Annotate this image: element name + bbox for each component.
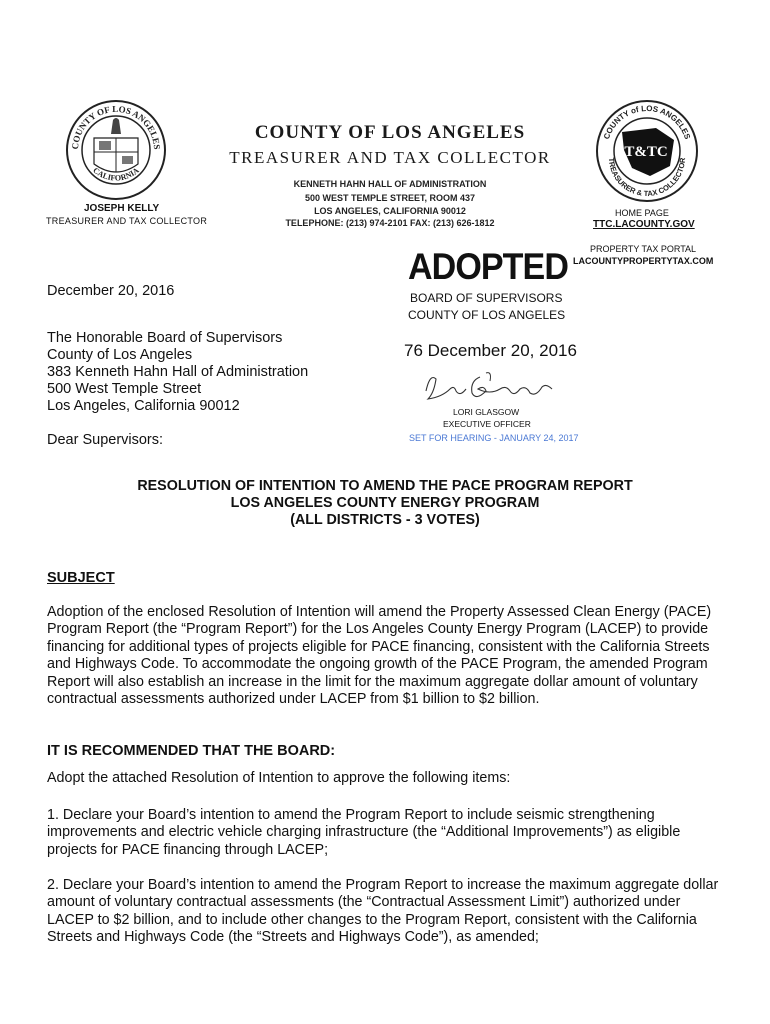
hearing-notice: SET FOR HEARING - JANUARY 24, 2017 [409,433,579,443]
addressee-line: 500 West Temple Street [47,381,202,397]
addressee-line: 383 Kenneth Hahn Hall of Administration [47,364,309,380]
signature [420,367,560,412]
letterhead-address-line: 500 WEST TEMPLE STREET, ROOM 437 [304,193,476,203]
official-name: JOSEPH KELLY [84,203,160,214]
portal-label: PROPERTY TAX PORTAL [590,244,697,254]
addressee-line: The Honorable Board of Supervisors [47,330,283,346]
heading-line: LOS ANGELES COUNTY ENERGY PROGRAM [230,495,540,511]
official-title: TREASURER AND TAX COLLECTOR [46,216,208,226]
recommendation-intro: Adopt the attached Resolution of Intention to approve the following items: [47,770,511,786]
letterhead-office: TREASURER AND TAX COLLECTOR [229,148,551,167]
subject-heading: SUBJECT [47,570,115,586]
stamp-board-line: COUNTY OF LOS ANGELES [408,308,566,322]
portal-link[interactable]: LACOUNTYPROPERTYTAX.COM [573,256,714,266]
heading-line: (ALL DISTRICTS - 3 VOTES) [290,512,480,528]
letterhead-county: COUNTY OF LOS ANGELES [254,122,526,143]
ttc-seal-bottom: TREASURER & TAX COLLECTOR [606,157,688,199]
recommendation-heading: IT IS RECOMMENDED THAT THE BOARD: [47,743,336,759]
signer-title: EXECUTIVE OFFICER [443,419,531,429]
addressee-line: Los Angeles, California 90012 [47,398,240,414]
home-page-link[interactable]: TTC.LACOUNTY.GOV [593,219,695,230]
county-seal-bottom: CALIFORNIA [91,165,141,183]
addressee-line: County of Los Angeles [47,347,193,363]
recommendation-item: 2. Declare your Board’s intention to amend the Program Report to increase the maximum aggregate dollar amount of voluntary contractual assessments (the “Contractual Assessment Limit”) authorized under LACEP to $2 billion, and to include other changes to the Program Report, consistent with the California Streets and Highways Code (the “Streets and Highways Code”), as amended; [47,877,719,946]
county-seal [64,98,168,202]
ttc-seal [594,98,700,204]
adopted-stamp: ADOPTED [408,246,568,287]
ttc-seal-text: COUNTY of LOS ANGELES [601,103,693,141]
recommendation-item: 1. Declare your Board’s intention to amend the Program Report to include seismic strengthening improvements and electric vehicle charging infrastructure (the “Additional Improvements”) as eligible projects for PACE financing through LACEP; [47,807,681,858]
ttc-monogram: T&TC [624,144,668,160]
letter-date: December 20, 2016 [47,283,175,299]
signer-name: LORI GLASGOW [453,407,520,417]
salutation: Dear Supervisors: [47,432,164,448]
letterhead-phone: TELEPHONE: (213) 974-2101 FAX: (213) 626-1812 [285,218,495,228]
stamp-board-line: BOARD OF SUPERVISORS [410,291,563,305]
addressee-block [47,330,308,415]
stamp-agenda-date: 76 December 20, 2016 [404,341,577,360]
subject-paragraph: Adoption of the enclosed Resolution of Intention will amend the Property Assessed Clean Energy (PACE) Program Report (the “Program Report”) for the Los Angeles County Energy Program (LACEP) to provide financing for additional types of projects eligible for PACE financing, consistent with the California Streets and Highways Code. To accommodate the ongoing growth of the PACE Program, the amended Program Report will also establish an increase in the limit for the maximum aggregate dollar amount of voluntary contractual assessments authorized under LACEP from $1 billion to $2 billion. [47,604,712,708]
home-page-label: HOME PAGE [615,208,669,218]
county-seal-text: COUNTY OF LOS ANGELES [69,103,163,150]
heading-line: RESOLUTION OF INTENTION TO AMEND THE PACE PROGRAM REPORT [137,478,633,494]
letterhead-address-line: LOS ANGELES, CALIFORNIA 90012 [314,206,466,216]
letterhead-address-line: KENNETH HAHN HALL OF ADMINISTRATION [293,179,487,189]
document-heading [0,478,770,529]
